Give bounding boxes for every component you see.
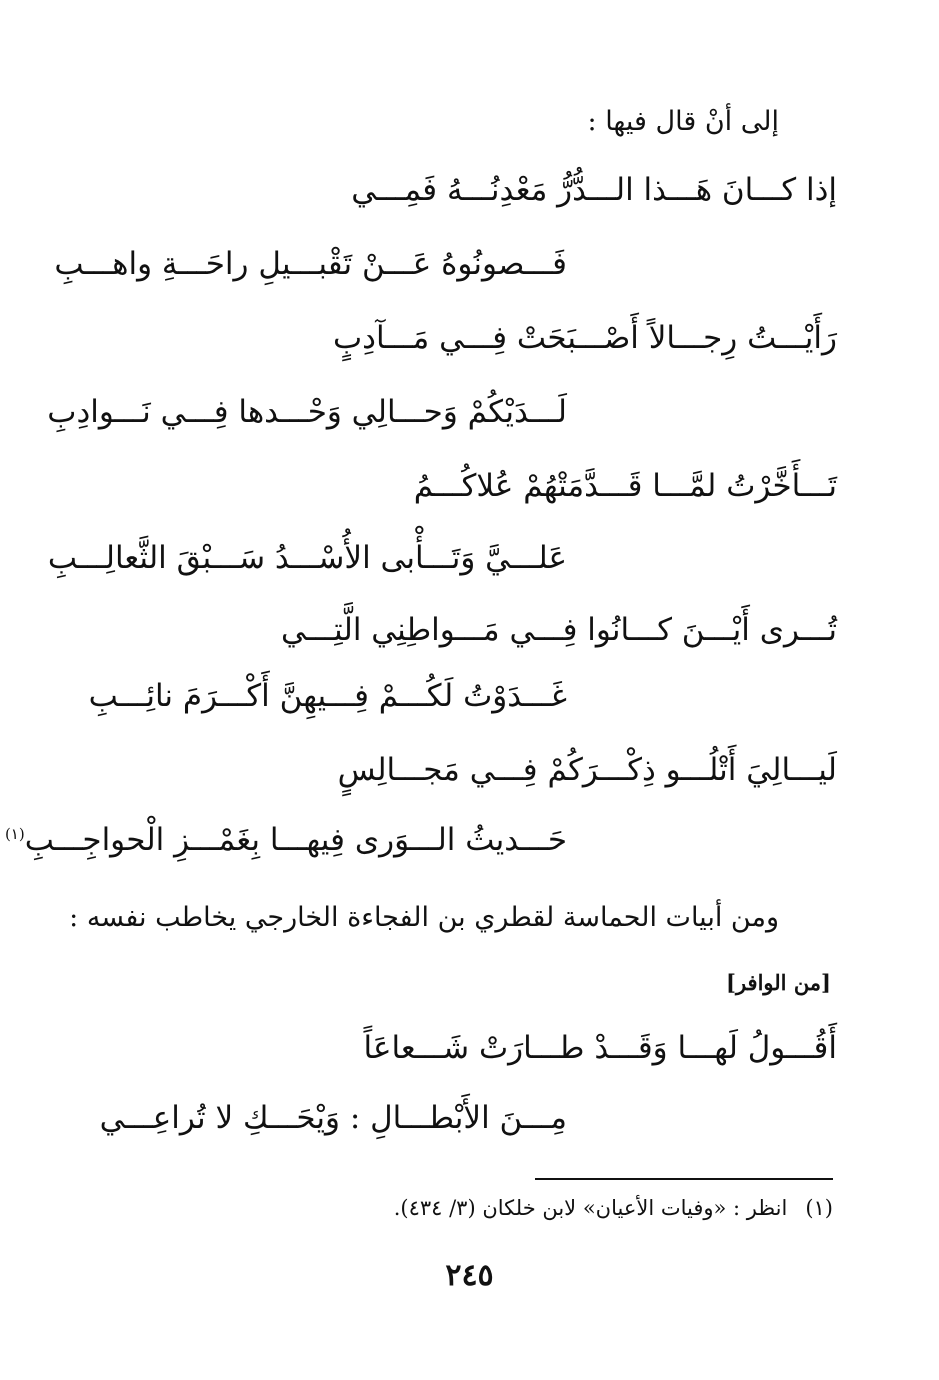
verse-5-second-text: حَـــديثُ الـــوَرى فِيهـــا بِغَمْـــزِ الْحواجِـــبِ	[24, 822, 567, 858]
verse-3-first-hemistich: تَـــأَخَّرْتُ لمَّـــا قَـــدَّمَتْهُمْ عُلاكُـــمُ	[413, 468, 837, 504]
verse-4-first-hemistich: تُـــرى أَيْـــنَ كـــانُوا فِـــي مَـــواطِنِي الَّتِـــي	[280, 612, 837, 648]
verse-4-second-hemistich: غَـــدَوْتُ لَكُـــمْ فِـــيهِنَّ أَكْـــرَمَ نائِـــبِ	[88, 678, 567, 714]
verse-6-first-hemistich: أَقُـــولُ لَهـــا وَقَـــدْ طـــارَتْ شَـــعاعَاً	[363, 1030, 837, 1066]
footnote-number: (١)	[805, 1196, 833, 1220]
prose-intro: ومن أبيات الحماسة لقطري بن الفجاءة الخارجي يخاطب نفسه :	[69, 902, 779, 933]
footnote-separator	[535, 1178, 833, 1180]
page-number: ٢٤٥	[445, 1258, 494, 1293]
footnote-marker: (١)	[4, 824, 25, 843]
meter-label: [من الوافر]	[726, 970, 831, 995]
verse-5-first-hemistich: لَيـــالِيَ أَتْلُـــو ذِكْـــرَكُمْ فِـــي مَجـــالِسٍ	[337, 752, 837, 788]
intro-line: إلى أنْ قال فيها :	[587, 106, 779, 137]
verse-3-second-hemistich: عَلـــيَّ وَتَـــأْبى الأُسْـــدُ سَـــبْقَ الثَّعالِـــبِ	[47, 540, 567, 576]
verse-1-second-hemistich: فَـــصونُوهُ عَـــنْ تَقْبـــيلِ راحَـــةِ واهـــبِ	[54, 246, 567, 282]
verse-2-second-hemistich: لَـــدَيْكُمْ وَحـــالِي وَحْـــدها فِـــي نَـــوادِبِ	[47, 394, 567, 430]
footnote	[394, 1196, 833, 1220]
verse-1-first-hemistich: إذا كـــانَ هَـــذا الـــدُّرُّ مَعْدِنُـــهُ فَمِـــي	[351, 172, 837, 208]
verse-6-second-hemistich: مِـــنَ الأَبْطـــالِ : وَيْحَـــكِ لا تُراعِـــي	[99, 1100, 567, 1136]
verse-5-second-hemistich	[3, 822, 567, 858]
verse-2-first-hemistich: رَأَيْـــتُ رِجـــالاً أَصْـــبَحَتْ فِـــي مَـــآدِبٍ	[333, 320, 837, 356]
footnote-text: انظر : «وفيات الأعيان» لابن خلكان (٣/ ٤٣٤).	[393, 1196, 788, 1220]
